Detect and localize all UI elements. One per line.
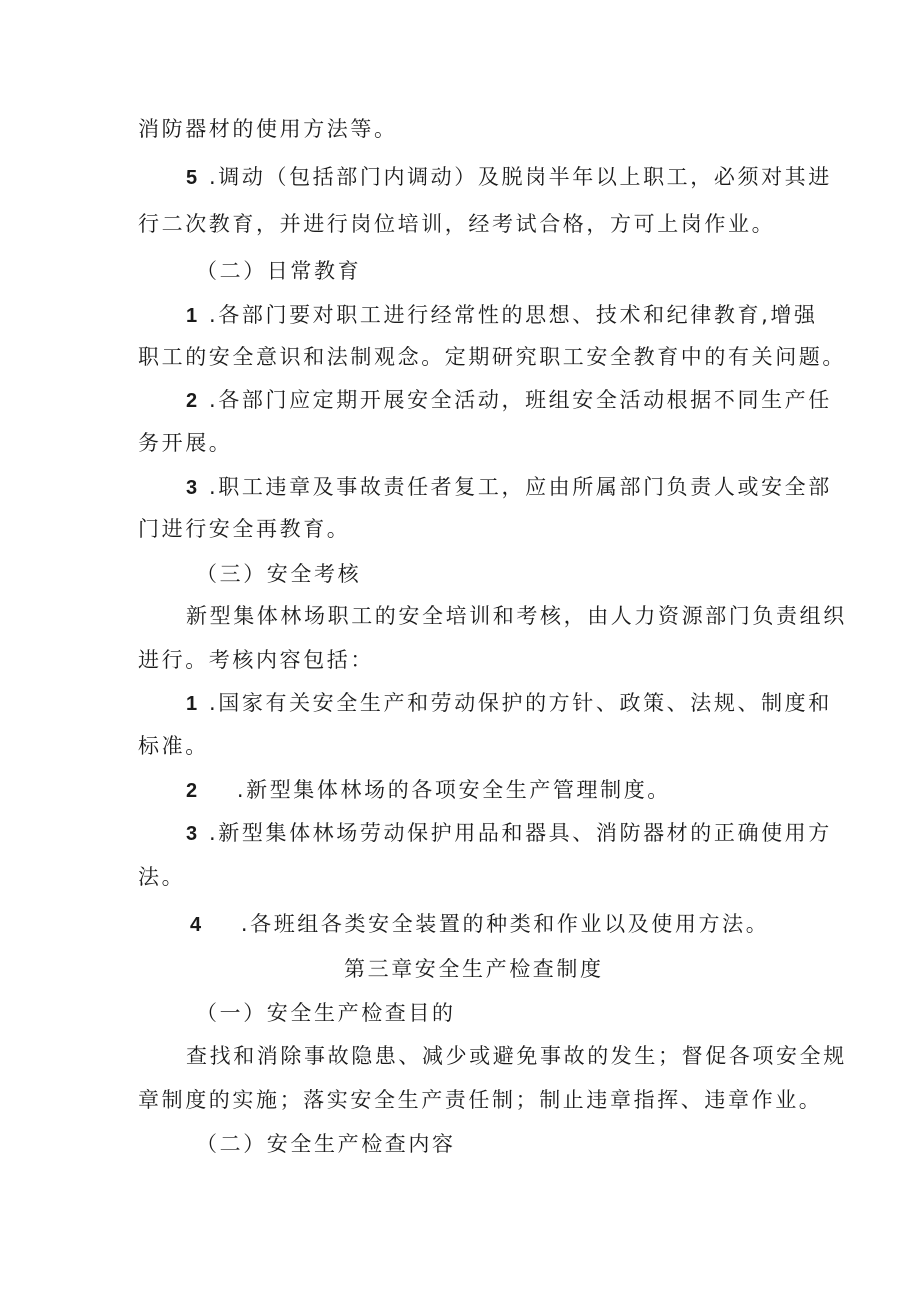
item-number: 2 [186,390,200,412]
paragraph-text: 务开展。 [138,431,233,455]
section-heading-text: （三）安全考核 [196,562,362,586]
item-number: 4 [190,914,204,936]
text-line [138,1087,822,1113]
chapter-title [344,956,604,982]
text-line [186,777,671,804]
paragraph-text: .各部门应定期开展安全活动，班组安全活动根据不同生产任 [199,388,832,412]
section-heading [196,258,361,284]
paragraph-text: 进行。考核内容包括： [138,648,374,672]
section-heading [196,561,361,587]
text-line [138,116,398,142]
item-number: 3 [186,823,200,845]
paragraph-text: 门进行安全再教育。 [138,517,351,541]
text-line [138,516,350,542]
item-number: 3 [186,477,200,499]
section-heading-text: （一）安全生产检查目的 [196,1001,456,1025]
text-line [138,647,374,673]
paragraph-text: 职工的安全意识和法制观念。定期研究职工安全教育中的有关问题。 [138,345,846,369]
item-number: 1 [186,693,200,715]
paragraph-text: .各部门要对职工进行经常性的思想、技术和纪律教育,增强 [199,303,818,327]
paragraph-text: 查找和消除事故隐患、减少或避免事故的发生；督促各项安全规 [186,1044,847,1068]
item-number: 5 [186,167,200,189]
text-line [138,344,846,370]
paragraph-text: 章制度的实施；落实安全生产责任制；制止违章指挥、违章作业。 [138,1088,823,1112]
section-heading [196,1000,456,1026]
paragraph-text: 法。 [138,865,186,889]
section-heading-text: （二）日常教育 [196,259,362,283]
text-line [186,164,832,191]
section-heading-text: （二）安全生产检查内容 [196,1132,456,1156]
text-line [186,474,832,501]
text-line [186,302,818,329]
text-line [138,430,232,456]
text-line [186,603,847,629]
text-line [186,387,832,414]
paragraph-text: .职工违章及事故责任者复工，应由所属部门负责人或安全部 [199,475,832,499]
paragraph-text: 新型集体林场职工的安全培训和考核，由人力资源部门负责组织 [186,604,847,628]
paragraph-text: .各班组各类安全装置的种类和作业以及使用方法。 [203,912,770,936]
paragraph-text: .新型集体林场的各项安全生产管理制度。 [199,778,671,802]
paragraph-text: 消防器材的使用方法等。 [138,117,398,141]
text-line [138,733,209,759]
text-line [138,211,775,237]
paragraph-text: 标准。 [138,734,209,758]
text-line [190,911,769,938]
section-heading [196,1131,456,1157]
paragraph-text: 行二次教育，并进行岗位培训，经考试合格，方可上岗作业。 [138,212,776,236]
paragraph-text: .新型集体林场劳动保护用品和器具、消防器材的正确使用方 [199,821,832,845]
item-number: 1 [186,305,200,327]
item-number: 2 [186,780,200,802]
paragraph-text: .国家有关安全生产和劳动保护的方针、政策、法规、制度和 [199,691,832,715]
text-line [186,1043,847,1069]
text-line [138,864,185,890]
paragraph-text: .调动（包括部门内调动）及脱岗半年以上职工，必须对其进 [199,165,832,189]
text-line [186,690,832,717]
chapter-title-text: 第三章安全生产检查制度 [344,957,604,981]
text-line [186,820,832,847]
